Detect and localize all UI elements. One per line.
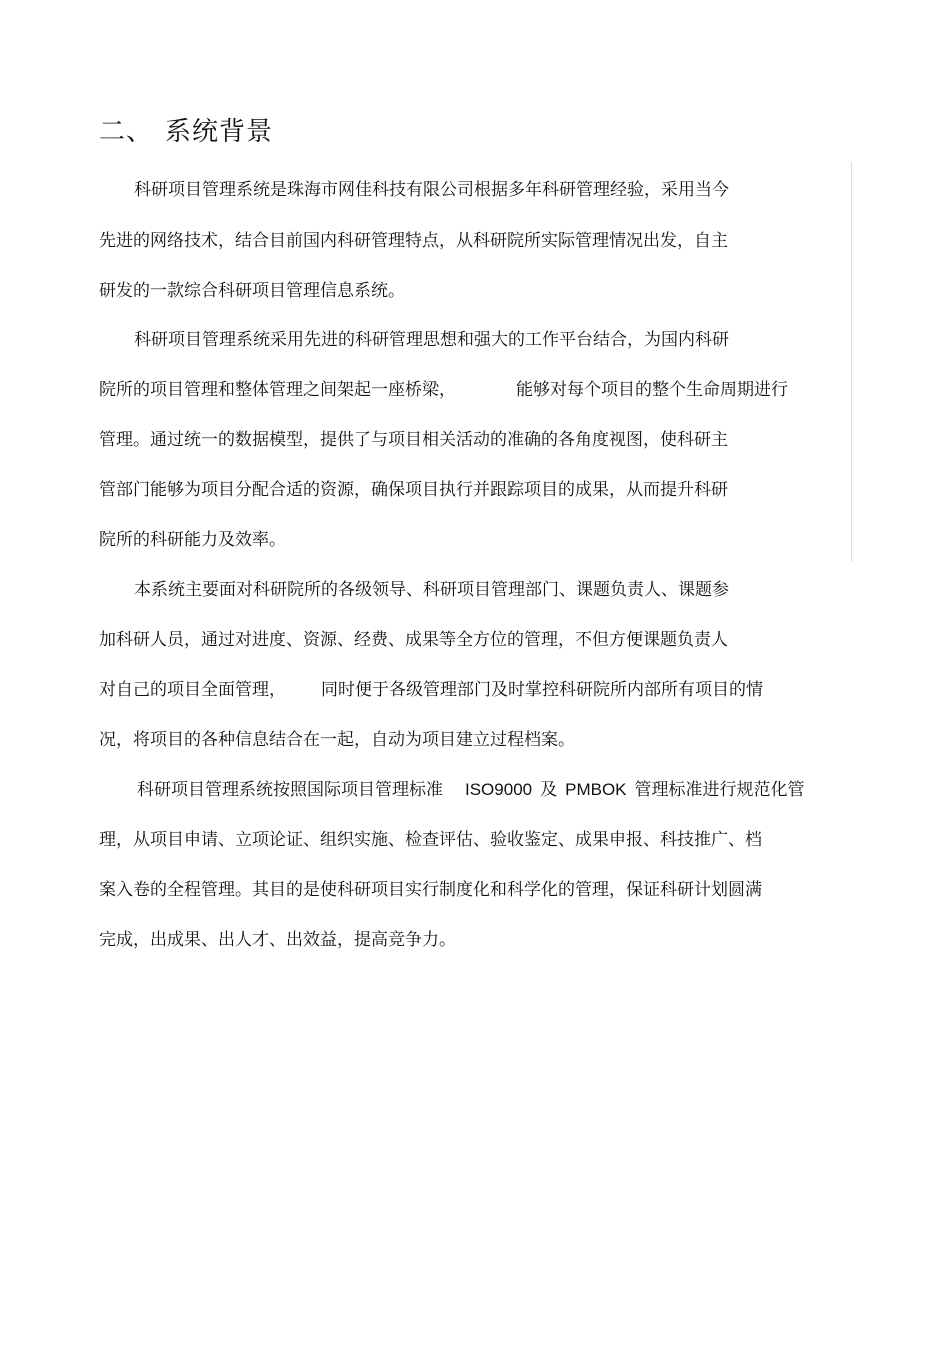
paragraph-3-line-4: 况，将项目的各种信息结合在一起，自动为项目建立过程档案。 [99, 730, 575, 750]
paragraph-2-line-2-part-2: 能够对每个项目的整个生命周期进行 [516, 380, 788, 400]
paragraph-2-line-4: 管部门能够为项目分配合适的资源，确保项目执行并跟踪项目的成果，从而提升科研 [99, 480, 728, 500]
paragraph-3-line-1: 本系统主要面对科研院所的各级领导、科研项目管理部门、课题负责人、课题参 [134, 580, 729, 600]
paragraph-1-line-1: 科研项目管理系统是珠海市网佳科技有限公司根据多年科研管理经验，采用当今 [134, 180, 729, 200]
paragraph-4-line-1-part-2: 及 [540, 780, 558, 800]
paragraph-2-line-5: 院所的科研能力及效率。 [99, 530, 286, 550]
section-heading [99, 114, 273, 150]
paragraph-4-line-3: 案入卷的全程管理。其目的是使科研项目实行制度化和科学化的管理，保证科研计划圆满 [99, 880, 762, 900]
iso9000-term: ISO9000 [465, 780, 533, 799]
paragraph-2-line-3: 管理。通过统一的数据模型，提供了与项目相关活动的准确的各角度视图，使科研主 [99, 430, 728, 450]
paragraph-2-line-2 [99, 378, 788, 402]
paragraph-4-line-2: 理，从项目申请、立项论证、组织实施、检查评估、验收鉴定、成果申报、科技推广、档 [99, 830, 762, 850]
paragraph-3-line-3-part-2: 同时便于各级管理部门及时掌控科研院所内部所有项目的情 [321, 680, 763, 700]
paragraph-4-line-1-part-1: 科研项目管理系统按照国际项目管理标准 [137, 780, 443, 800]
paragraph-4-line-1 [137, 778, 805, 802]
margin-rule [851, 162, 852, 562]
section-number: 二、 [99, 117, 154, 147]
paragraph-1-line-3: 研发的一款综合科研项目管理信息系统。 [99, 281, 405, 301]
paragraph-3-line-3 [99, 678, 763, 702]
paragraph-4-line-1-part-3: 管理标准进行规范化管 [634, 780, 805, 800]
paragraph-2-line-2-part-1: 院所的项目管理和整体管理之间架起一座桥梁， [99, 380, 456, 400]
paragraph-3-line-2: 加科研人员，通过对进度、资源、经费、成果等全方位的管理，不但方便课题负责人 [99, 630, 728, 650]
paragraph-4-line-4: 完成，出成果、出人才、出效益，提高竞争力。 [99, 930, 456, 950]
pmbok-term: PMBOK [565, 780, 627, 799]
section-title: 系统背景 [165, 117, 274, 147]
paragraph-1-line-2: 先进的网络技术，结合目前国内科研管理特点，从科研院所实际管理情况出发，自主 [99, 231, 728, 251]
paragraph-3-line-3-part-1: 对自己的项目全面管理， [99, 680, 286, 700]
paragraph-2-line-1: 科研项目管理系统采用先进的科研管理思想和强大的工作平台结合，为国内科研 [134, 330, 729, 350]
